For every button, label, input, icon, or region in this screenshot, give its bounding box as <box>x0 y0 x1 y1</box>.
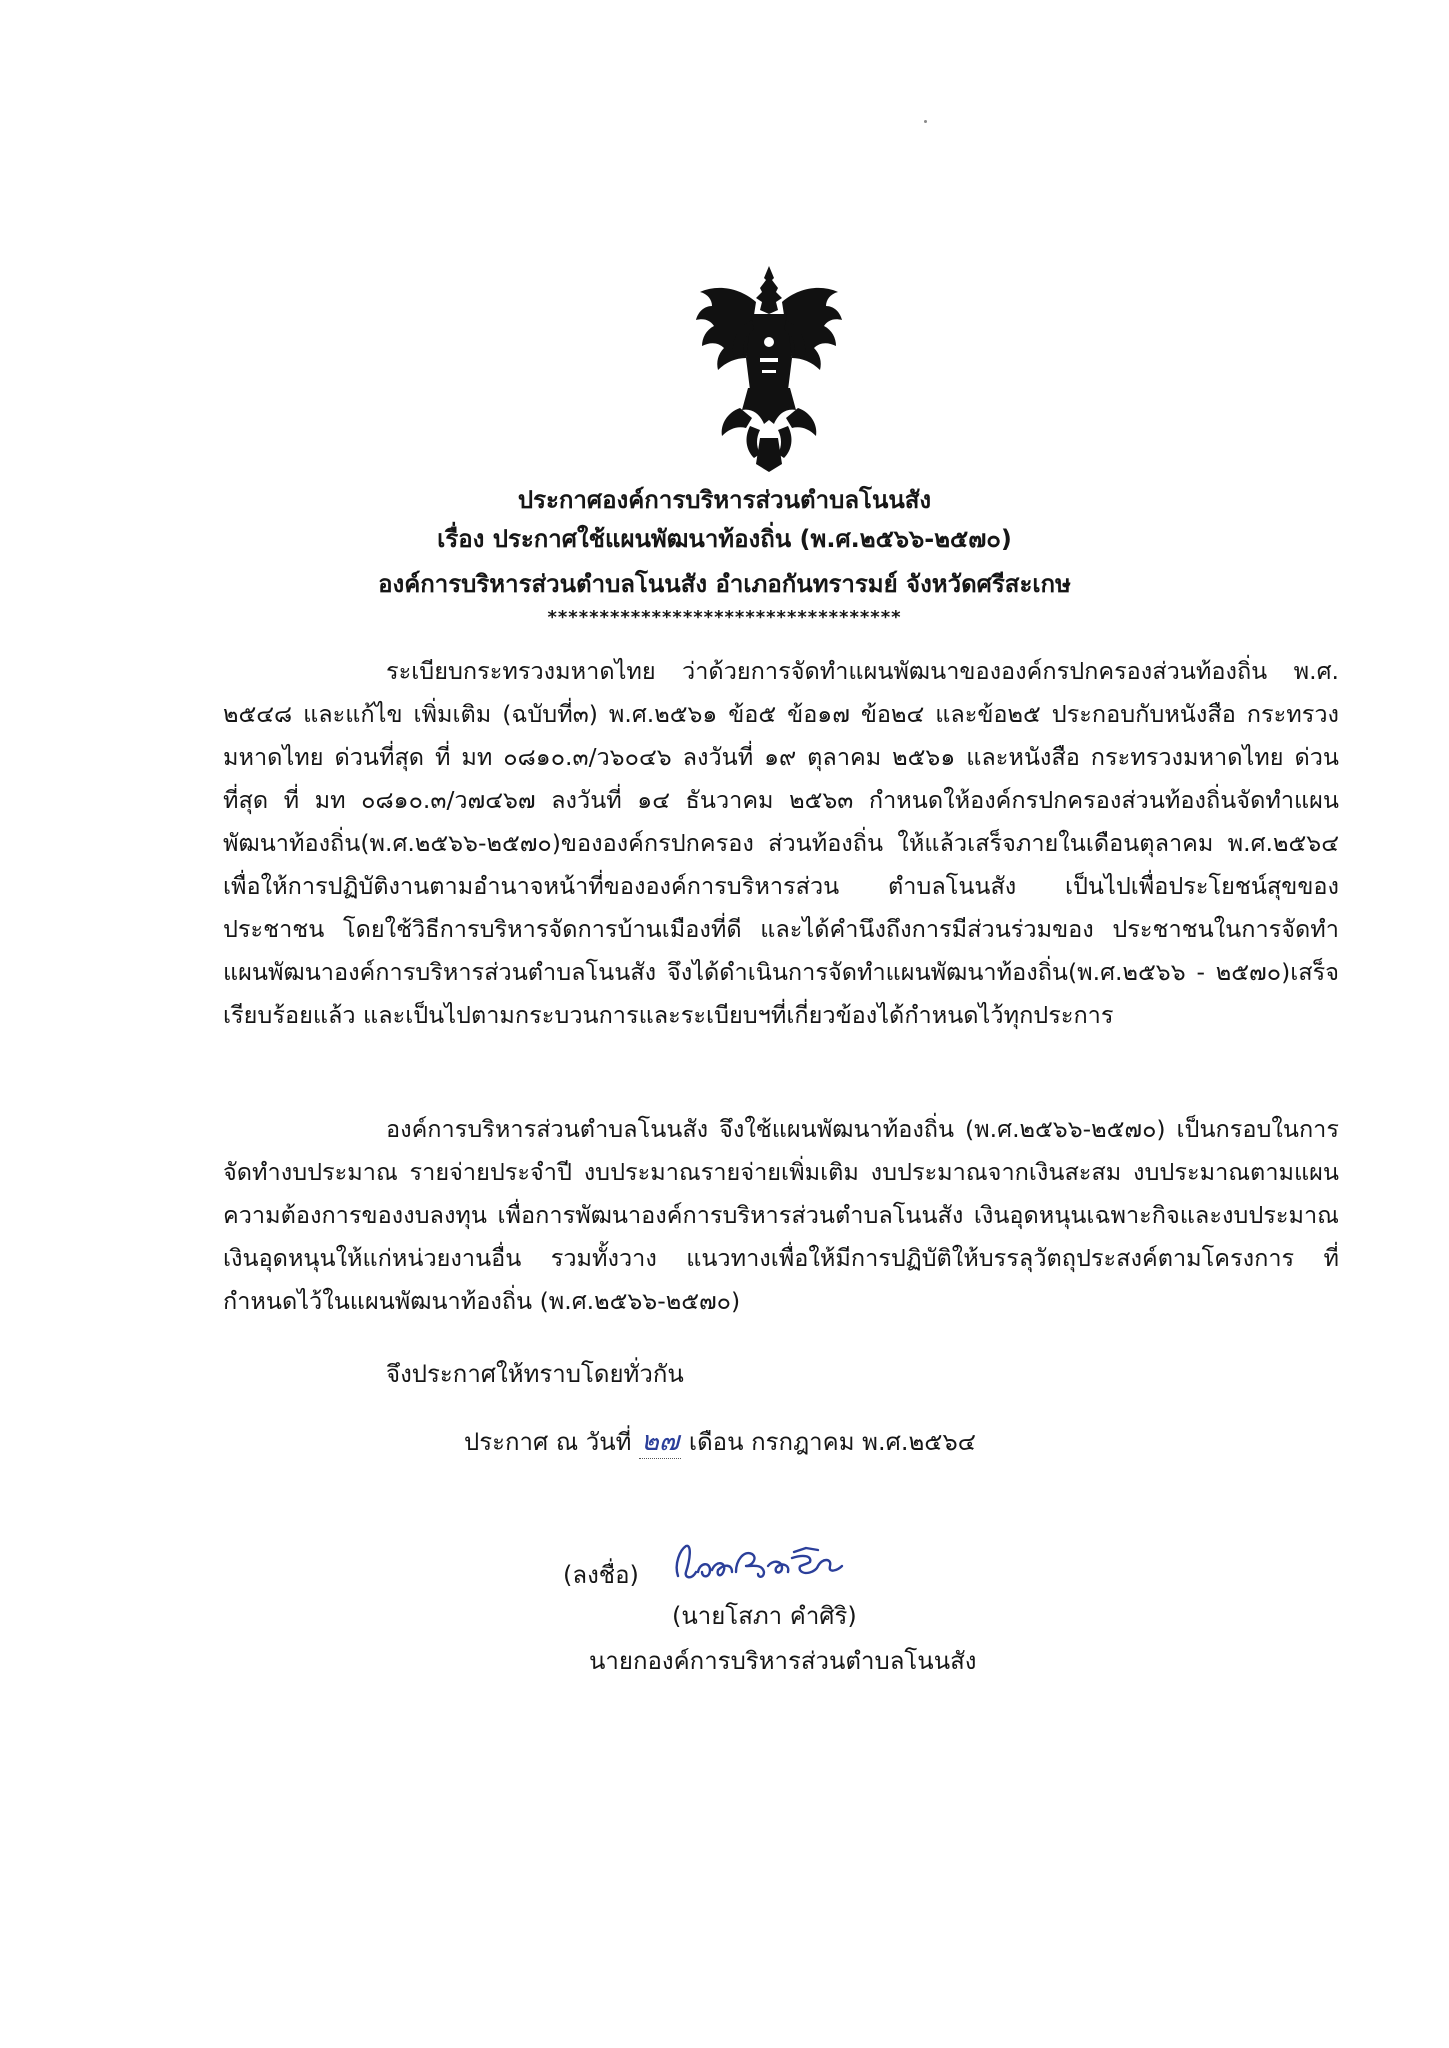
date-suffix: เดือน กรกฎาคม พ.ศ.๒๕๖๔ <box>688 1428 976 1456</box>
paragraph-2: องค์การบริหารส่วนตำบลโนนสัง จึงใช้แผนพัฒนาท้องถิ่น (พ.ศ.๒๕๖๖-๒๕๗๐) เป็นกรอบในการจัดทำงบประมาณ รายจ่ายประจำปี งบประมาณรายจ่ายเพิ่มเติม งบประมาณจากเงินสะสม งบประมาณตามแผนความต้องการของงบลงทุน เพื่อการพัฒนาองค์การบริหารส่วนตำบลโนนสัง เงินอุดหนุนเฉพาะกิจและงบประมาณเงินอุดหนุนให้แก่หน่วยงานอื่น รวมทั้งวาง แนวทางเพื่อให้มีการปฏิบัติให้บรรลุวัตถุประสงค์ตามโครงการ ที่กำหนดไว้ในแผนพัฒนาท้องถิ่น (พ.ศ.๒๕๖๖-๒๕๗๐) <box>223 1115 1339 1315</box>
date-line <box>464 1426 976 1459</box>
garuda-emblem-icon <box>690 258 848 474</box>
subject-title: เรื่อง ประกาศใช้แผนพัฒนาท้องถิ่น (พ.ศ.๒๕๖๖-๒๕๗๐) <box>437 525 1012 553</box>
date-prefix: ประกาศ ณ วันที่ <box>464 1428 632 1456</box>
separator-line: ********************************** <box>547 607 902 628</box>
handwritten-signature <box>672 1536 852 1588</box>
sign-label: (ลงชื่อ) <box>563 1561 639 1589</box>
org-title: ประกาศองค์การบริหารส่วนตำบลโนนสัง <box>517 486 932 514</box>
scan-speck <box>924 120 927 123</box>
closing-line: จึงประกาศให้ทราบโดยทั่วกัน <box>386 1360 684 1388</box>
signer-title: นายกองค์การบริหารส่วนตำบลโนนสัง <box>589 1647 977 1675</box>
paragraph-1: ระเบียบกระทรวงมหาดไทย ว่าด้วยการจัดทำแผนพัฒนาขององค์กรปกครองส่วนท้องถิ่น พ.ศ. ๒๕๔๘ และแก้ไข เพิ่มเติม (ฉบับที่๓) พ.ศ.๒๕๖๑ ข้อ๕ ข้อ๑๗ ข้อ๒๔ และข้อ๒๕ ประกอบกับหนังสือ กระทรวงมหาดไทย ด่วนที่สุด ที่ มท ๐๘๑๐.๓/ว๖๐๔๖ ลงวันที่ ๑๙ ตุลาคม ๒๕๖๑ และหนังสือ กระทรวงมหาดไทย ด่วนที่สุด ที่ มท ๐๘๑๐.๓/ว๗๔๖๗ ลงวันที่ ๑๔ ธันวาคม ๒๕๖๓ กำหนดให้องค์กรปกครองส่วนท้องถิ่นจัดทำแผนพัฒนาท้องถิ่น(พ.ศ.๒๕๖๖-๒๕๗๐)ขององค์กรปกครอง ส่วนท้องถิ่น ให้แล้วเสร็จภายในเดือนตุลาคม พ.ศ.๒๕๖๔ เพื่อให้การปฏิบัติงานตามอำนาจหน้าที่ขององค์การบริหารส่วน ตำบลโนนสัง เป็นไปเพื่อประโยชน์สุขของประชาชน โดยใช้วิธีการบริหารจัดการบ้านเมืองที่ดี และได้คำนึงถึงการมีส่วนร่วมของ ประชาชนในการจัดทำแผนพัฒนาองค์การบริหารส่วนตำบลโนนสัง จึงได้ดำเนินการจัดทำแผนพัฒนาท้องถิ่น(พ.ศ.๒๕๖๖ - ๒๕๗๐)เสร็จเรียบร้อยแล้ว และเป็นไปตามกระบวนการและระเบียบฯที่เกี่ยวข้องได้กำหนดไว้ทุกประการ <box>223 657 1339 1029</box>
date-day: ๒๗ <box>641 1426 680 1457</box>
signer-name: (นายโสภา คำศิริ) <box>672 1602 857 1630</box>
location-title: องค์การบริหารส่วนตำบลโนนสัง อำเภอกันทรารมย์ จังหวัดศรีสะเกษ <box>378 570 1071 598</box>
